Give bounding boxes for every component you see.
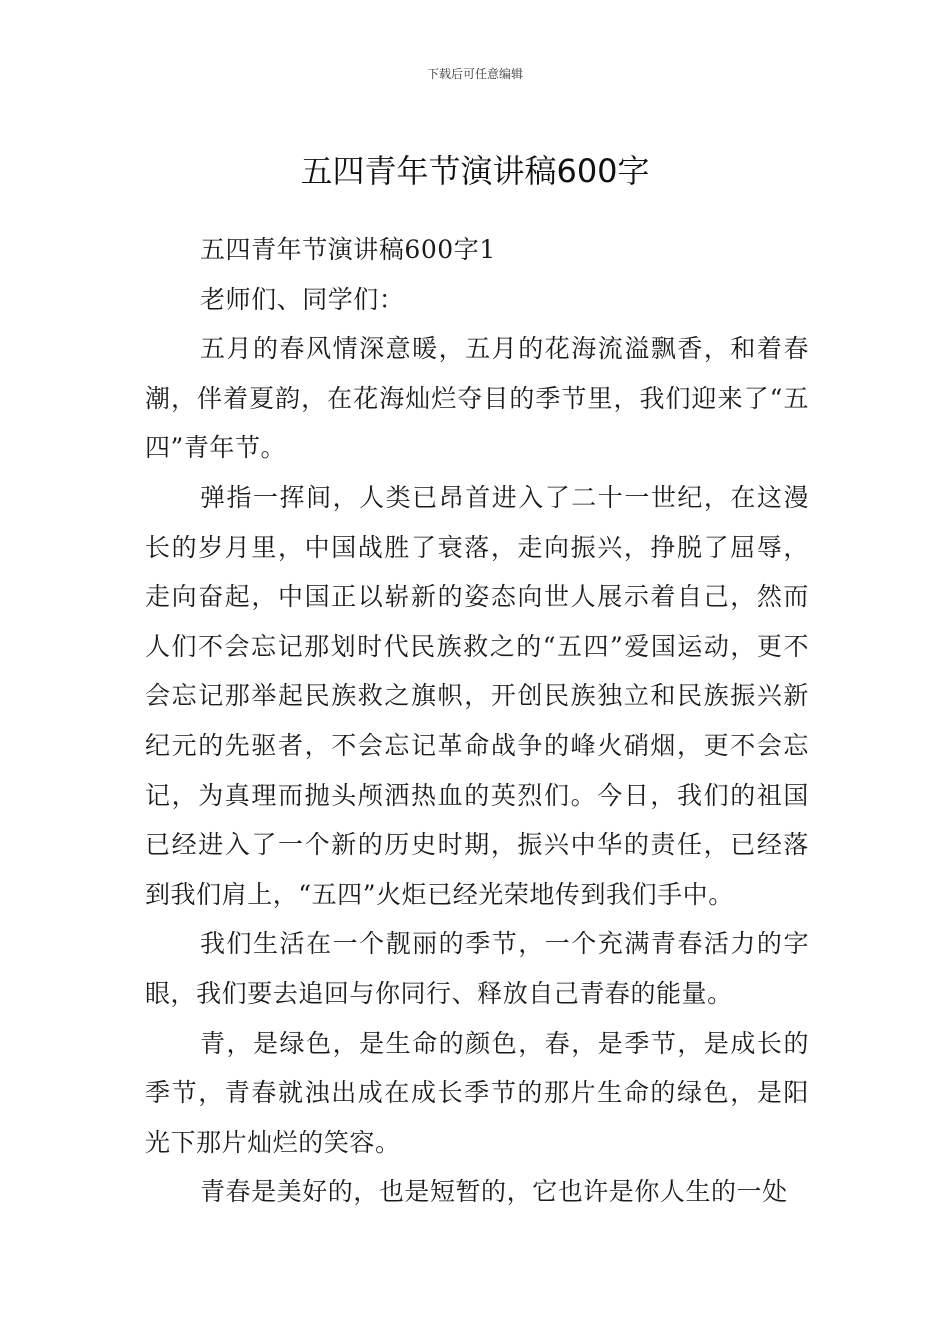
body-paragraph: 弹指一挥间，人类已昂首进入了二十一世纪，在这漫长的岁月里，中国战胜了衰落，走向振兴，挣脱了屈辱，走向奋起，中国正以崭新的姿态向世人展示着自己，然而人们不会忘记那划时代民族救之的“五四”爱国运动，更不会忘记那举起民族救之旗帜，开创民族独立和民族振兴新纪元的先驱者，不会忘记革命战争的峰火硝烟，更不会忘记，为真理而抛头颅洒热血的英烈们。今日，我们的祖国已经进入了一个新的历史时期，振兴中华的责任，已经落到我们肩上，“五四”火炬已经光荣地传到我们手中。 [145,482,809,909]
body-paragraph: 五月的春风情深意暖，五月的花海流溢飘香，和着春潮，伴着夏韵，在花海灿烂夺目的季节里，我们迎来了“五四”青年节。 [145,334,809,463]
body-paragraph: 青春是美好的，也是短暂的，它也许是你人生的一处 [200,1177,788,1207]
body-paragraph: 我们生活在一个靓丽的季节，一个充满青春活力的字眼，我们要去追回与你同行、释放自己青春的能量。 [145,929,809,1008]
salutation: 老师们、同学们： [200,284,405,314]
header-note: 下载后可任意编辑 [426,67,523,81]
document-body [145,225,809,1217]
document-title: 五四青年节演讲稿600字 [300,152,650,191]
body-paragraph: 青，是绿色，是生命的颜色，春，是季节，是成长的季节，青春就浊出成在成长季节的那片生命的绿色，是阳光下那片灿烂的笑容。 [145,1028,809,1157]
section-heading: 五四青年节演讲稿600字1 [200,235,496,264]
